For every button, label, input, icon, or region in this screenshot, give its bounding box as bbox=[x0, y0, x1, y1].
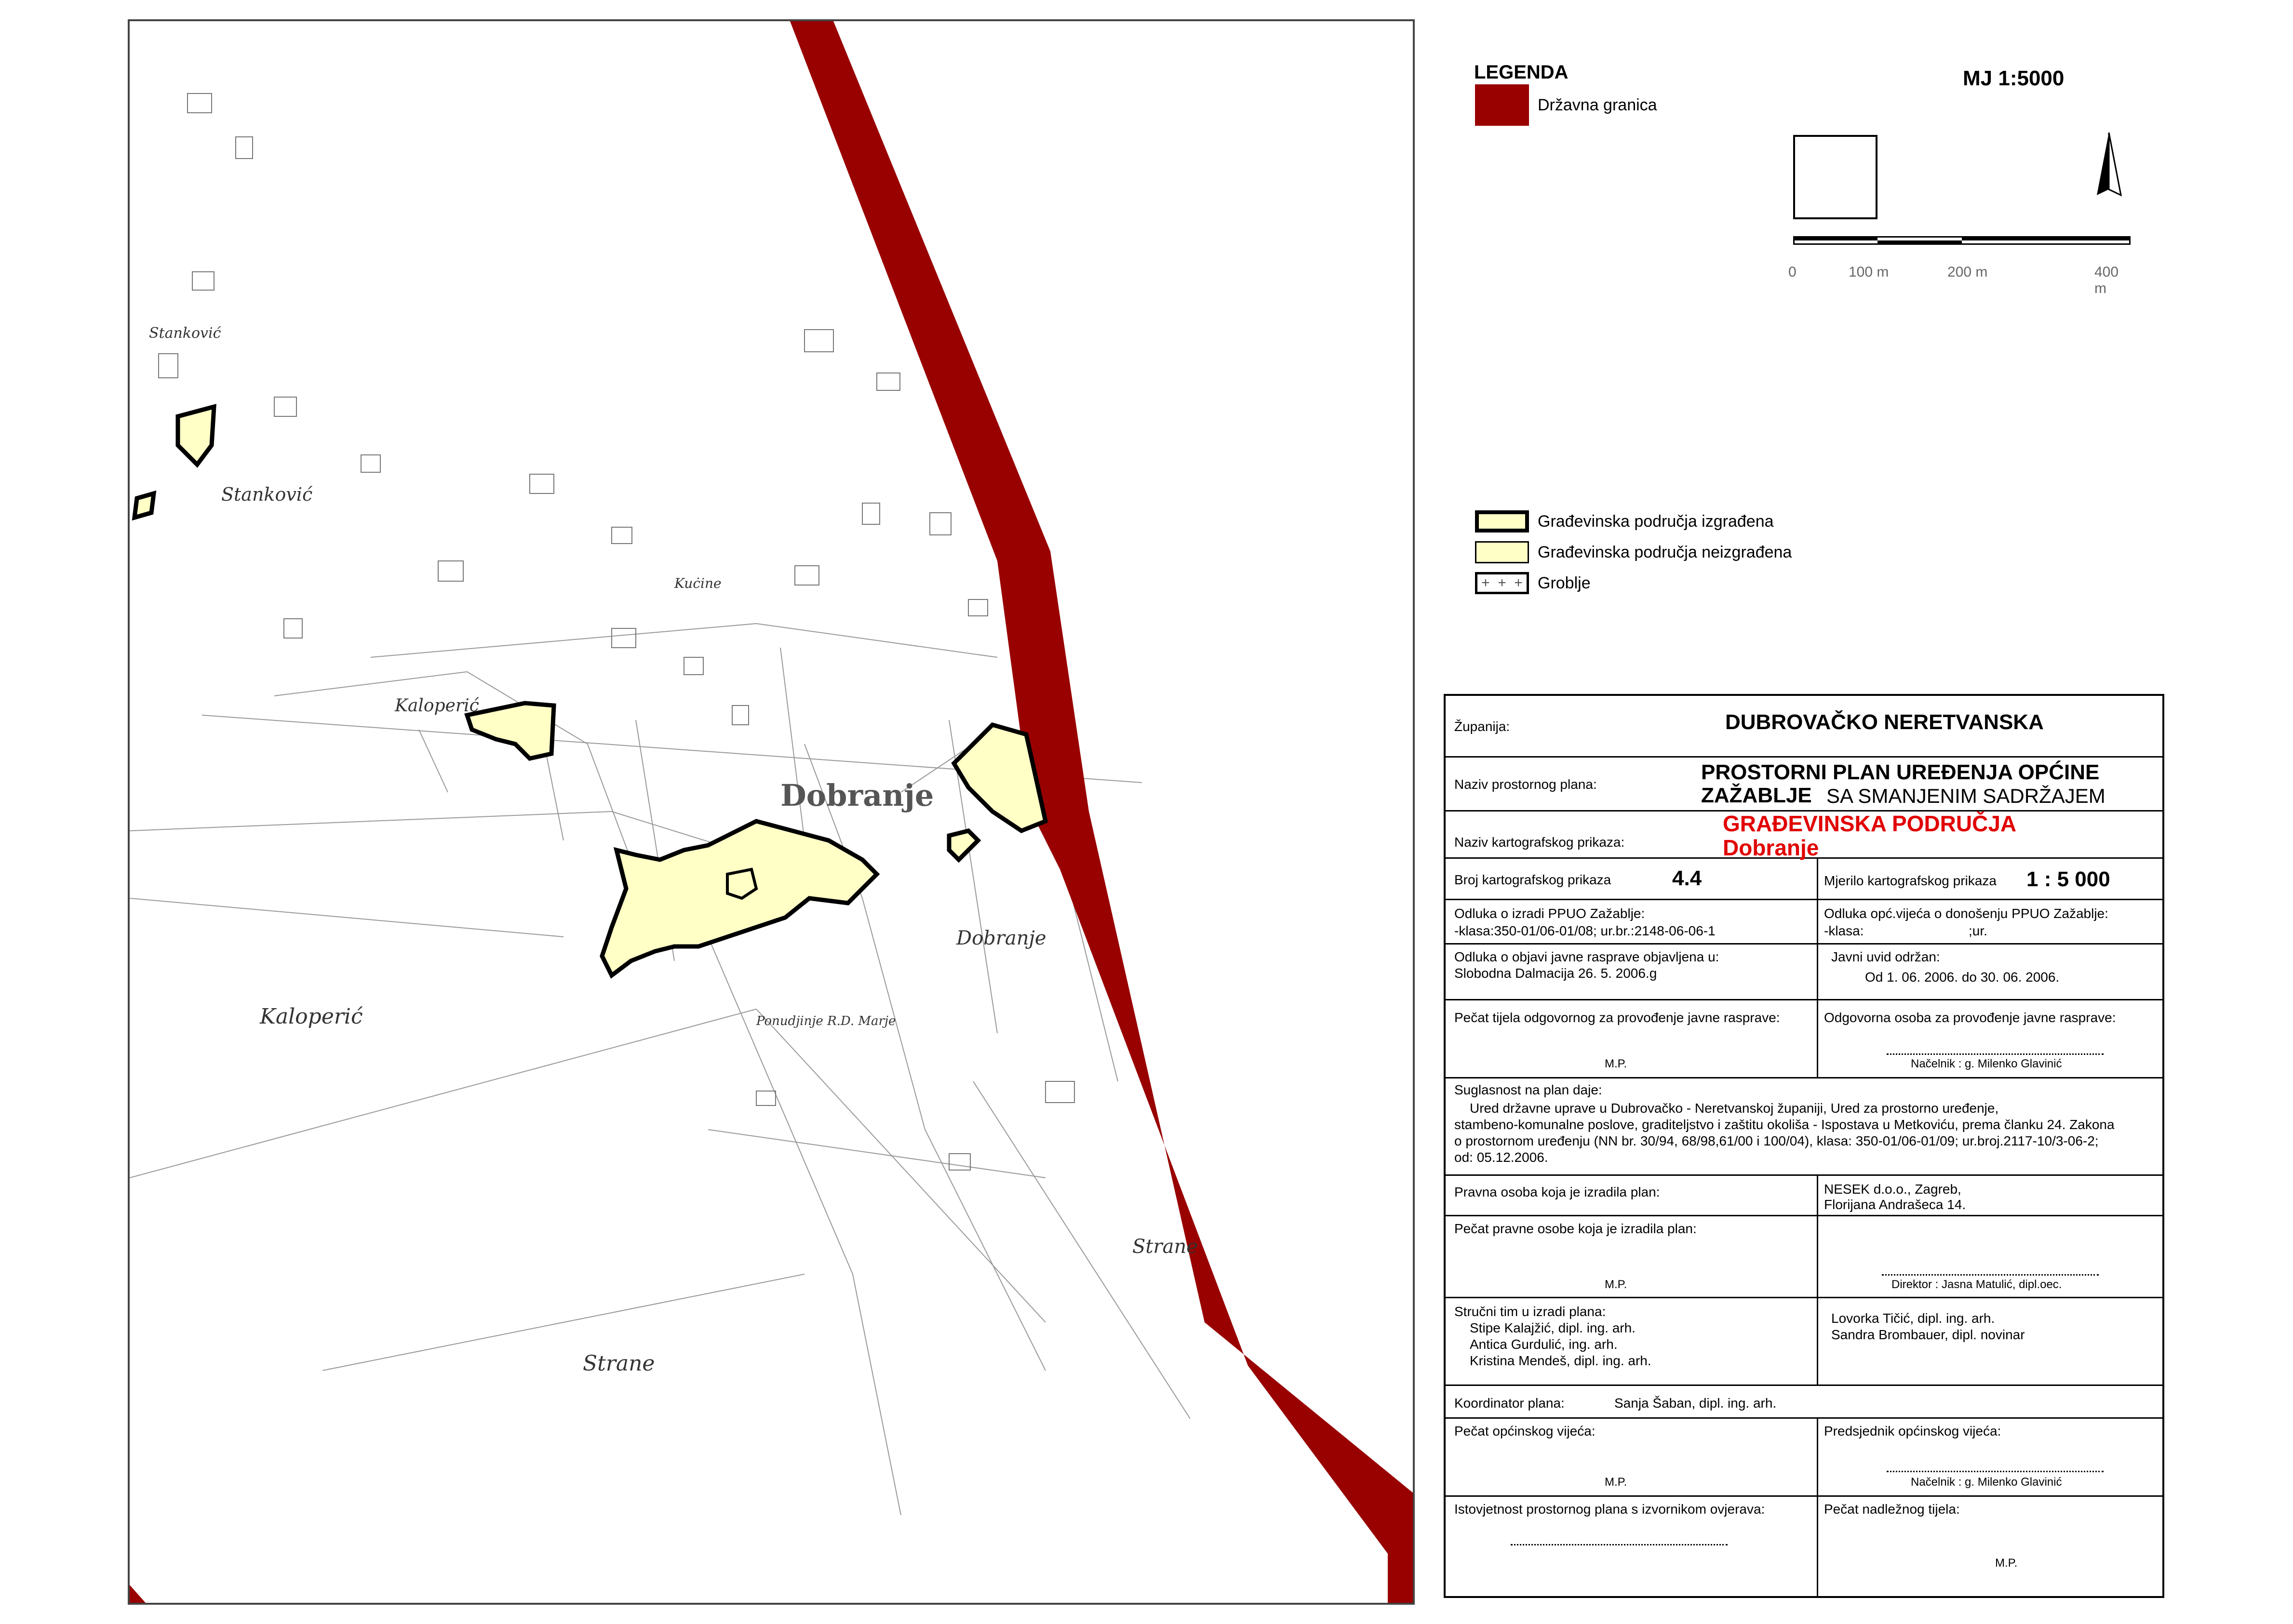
tb-text: Načelnik : g. Milenko Glavinić bbox=[1911, 1057, 2062, 1070]
tb-value-plan-2b: SA SMANJENIM SADRŽAJEM bbox=[1826, 785, 2105, 807]
legend-item-state-border bbox=[1475, 91, 1657, 120]
tb-text: Odluka opć.vijeća o donošenju PPUO Zažablje: bbox=[1824, 906, 2108, 921]
legend-item-label: Građevinska područja izgrađena bbox=[1538, 512, 1774, 531]
tb-text: Odgovorna osoba za provođenje javne rasprave: bbox=[1824, 1010, 2116, 1025]
tb-text: stambeno-komunalne poslove, graditeljstvo i zaštitu okoliša - Ispostava u Metkoviću, prema članku 24. Zakona bbox=[1454, 1117, 2115, 1132]
tb-text: Odluka o objavi javne rasprave objavljena u: bbox=[1454, 949, 1719, 964]
tb-text: Florijana Andrašeca 14. bbox=[1824, 1197, 1966, 1212]
scale-tick-0: 0 bbox=[1788, 264, 1797, 280]
tb-text: ;ur. bbox=[1969, 923, 1987, 938]
tb-text: Direktor : Jasna Matulić, dipl.oec. bbox=[1891, 1278, 2062, 1291]
place-label-kucine: Kuċine bbox=[674, 575, 722, 591]
place-label-dobranje-1: Dobranje bbox=[780, 778, 934, 813]
tb-text: Javni uvid održan: bbox=[1831, 949, 1940, 964]
tb-text: Sandra Brombauer, dipl. novinar bbox=[1831, 1327, 2025, 1342]
tb-text: -klasa: bbox=[1824, 923, 1864, 938]
place-label-stankovic-2: Stanković bbox=[221, 484, 313, 505]
built-area-stankovic bbox=[178, 407, 214, 465]
scale-tick-100: 100 m bbox=[1849, 264, 1889, 280]
tb-text: od: 05.12.2006. bbox=[1454, 1150, 1548, 1165]
legend-item-unbuilt bbox=[1475, 538, 1792, 567]
legend-item-label: Građevinska područja neizgrađena bbox=[1538, 543, 1792, 561]
tb-text: Stručni tim u izradi plana: bbox=[1454, 1304, 1606, 1319]
tb-label: Broj kartografskog prikaza bbox=[1454, 872, 1611, 887]
place-label-kaloperic-2: Kaloperić bbox=[260, 1004, 363, 1029]
cemetery-swatch-icon: + + + bbox=[1475, 572, 1529, 594]
tb-value-number: 4.4 bbox=[1672, 866, 1702, 890]
tb-text: M.P. bbox=[1605, 1278, 1627, 1291]
place-label-strane-1: Strane bbox=[1132, 1236, 1198, 1258]
legend-item-cemetery bbox=[1475, 569, 1591, 598]
tb-text: Koordinator plana: bbox=[1454, 1396, 1565, 1411]
tb-value-plan-1: PROSTORNI PLAN UREĐENJA OPĆINE bbox=[1701, 760, 2100, 784]
place-label-stankovic-1: Stanković bbox=[149, 325, 221, 342]
place-label-strane-2: Strane bbox=[583, 1351, 655, 1376]
legend-panel bbox=[1415, 19, 2164, 694]
map-frame[interactable] bbox=[128, 19, 1415, 1605]
legend-title: LEGENDA bbox=[1474, 62, 1569, 83]
tb-row-plan bbox=[1446, 758, 2162, 812]
unbuilt-area-swatch-icon bbox=[1475, 541, 1529, 563]
scale-title: MJ 1:5000 bbox=[1963, 67, 2065, 90]
tb-value-map-2: Dobranje bbox=[1723, 835, 1819, 860]
tb-value-zupanija: DUBROVAČKO NERETVANSKA bbox=[1725, 710, 2044, 734]
place-label-dobranje-2: Dobranje bbox=[956, 927, 1046, 949]
tb-text: NESEK d.o.o., Zagreb, bbox=[1824, 1182, 1961, 1197]
legend-item-label: Groblje bbox=[1538, 573, 1591, 592]
built-area-swatch-icon bbox=[1475, 510, 1529, 532]
tb-row-istovjetnost bbox=[1446, 1497, 2162, 1596]
built-area-stankovic-south bbox=[134, 493, 154, 518]
tb-text: Ured državne uprave u Dubrovačko - Neretvanskoj županiji, Ured za prostorno uređenje, bbox=[1470, 1101, 1999, 1116]
tb-text: -klasa:350-01/06-01/08; ur.br.:2148-06-06-1 bbox=[1454, 923, 1716, 938]
scale-tick-400: 400 m bbox=[2094, 264, 2119, 296]
place-label-kaloperic-1: Kaloperić bbox=[395, 696, 479, 716]
tb-value-map-1: GRAĐEVINSKA PODRUČJA bbox=[1723, 811, 2017, 836]
tb-text: Pečat pravne osobe koja je izradila plan: bbox=[1454, 1221, 1697, 1236]
tb-row-objava bbox=[1446, 945, 2162, 1000]
tb-text: M.P. bbox=[1995, 1557, 2018, 1570]
built-area-dobranje-east bbox=[949, 831, 978, 860]
tb-text: Lovorka Tičić, dipl. ing. arh. bbox=[1831, 1311, 1995, 1326]
tb-row-pecat-pravne bbox=[1446, 1216, 2162, 1298]
tb-text: Pečat općinskog vijeća: bbox=[1454, 1424, 1596, 1438]
cadastral-map bbox=[130, 21, 1415, 1605]
tb-text: Slobodna Dalmacija 26. 5. 2006.g bbox=[1454, 966, 1657, 981]
tb-row-zupanija bbox=[1446, 696, 2162, 758]
tb-label: Županija: bbox=[1454, 719, 1510, 734]
tb-row-opcinsko-vijece bbox=[1446, 1419, 2162, 1497]
tb-value-scale: 1 : 5 000 bbox=[2026, 867, 2110, 891]
tb-row-koordinator bbox=[1446, 1386, 2162, 1419]
tb-text: Predsjednik općinskog vijeća: bbox=[1824, 1424, 2001, 1438]
title-block bbox=[1444, 694, 2164, 1598]
tb-row-pecat-rasprave bbox=[1446, 1000, 2162, 1078]
scale-bar bbox=[1788, 135, 2131, 296]
tb-row-number-scale bbox=[1446, 859, 2162, 900]
tb-text: Pravna osoba koja je izradila plan: bbox=[1454, 1185, 1660, 1199]
tb-text: o prostornom uređenju (NN br. 30/94, 68/98,61/00 i 100/04), klasa: 350-01/06-01/09; ur.broj.2117-10/3-06-2; bbox=[1454, 1133, 2099, 1148]
tb-text: Pečat tijela odgovornog za provođenje javne rasprave: bbox=[1454, 1010, 1780, 1025]
tb-row-map-name bbox=[1446, 812, 2162, 859]
tb-row-odluka bbox=[1446, 900, 2162, 945]
tb-text: Istovjetnost prostornog plana s izvornikom ovjerava: bbox=[1454, 1502, 1765, 1517]
tb-row-strucni-tim bbox=[1446, 1298, 2162, 1386]
tb-text: Antica Gurdulić, ing. arh. bbox=[1470, 1337, 1618, 1352]
tb-text: Odluka o izradi PPUO Zažablje: bbox=[1454, 906, 1645, 921]
tb-text: Pečat nadležnog tijela: bbox=[1824, 1502, 1960, 1517]
tb-row-suglasnost bbox=[1446, 1078, 2162, 1176]
north-arrow-icon bbox=[2094, 133, 2123, 200]
tb-label: Naziv kartografskog prikaza: bbox=[1454, 835, 1625, 850]
tb-text: M.P. bbox=[1605, 1476, 1627, 1489]
tb-label: Naziv prostornog plana: bbox=[1454, 777, 1597, 792]
border-swatch-icon bbox=[1475, 84, 1529, 126]
legend-item-label: Državna granica bbox=[1538, 95, 1657, 114]
tb-text: M.P. bbox=[1605, 1057, 1627, 1070]
scale-tick-200: 200 m bbox=[1947, 264, 1988, 280]
tb-text: Načelnik : g. Milenko Glavinić bbox=[1911, 1476, 2062, 1489]
state-border bbox=[790, 21, 1415, 1605]
place-label-ponudjinje: Ponudjinje R.D. Marje bbox=[756, 1014, 896, 1028]
legend-item-built bbox=[1475, 507, 1774, 536]
tb-text: Kristina Mendeš, dipl. ing. arh. bbox=[1470, 1353, 1651, 1368]
tb-label: Mjerilo kartografskog prikaza bbox=[1824, 873, 1997, 888]
built-area-kaloperic bbox=[467, 703, 554, 759]
tb-text: Stipe Kalajžić, dipl. ing. arh. bbox=[1470, 1320, 1636, 1335]
tb-text: Sanja Šaban, dipl. ing. arh. bbox=[1614, 1396, 1777, 1411]
tb-text: Od 1. 06. 2006. do 30. 06. 2006. bbox=[1865, 970, 2060, 985]
tb-value-plan-2a: ZAŽABLJE bbox=[1701, 784, 1812, 807]
tb-row-pravna-osoba bbox=[1446, 1176, 2162, 1216]
state-border-corner bbox=[130, 1585, 149, 1605]
tb-text: Suglasnost na plan daje: bbox=[1454, 1082, 1602, 1097]
